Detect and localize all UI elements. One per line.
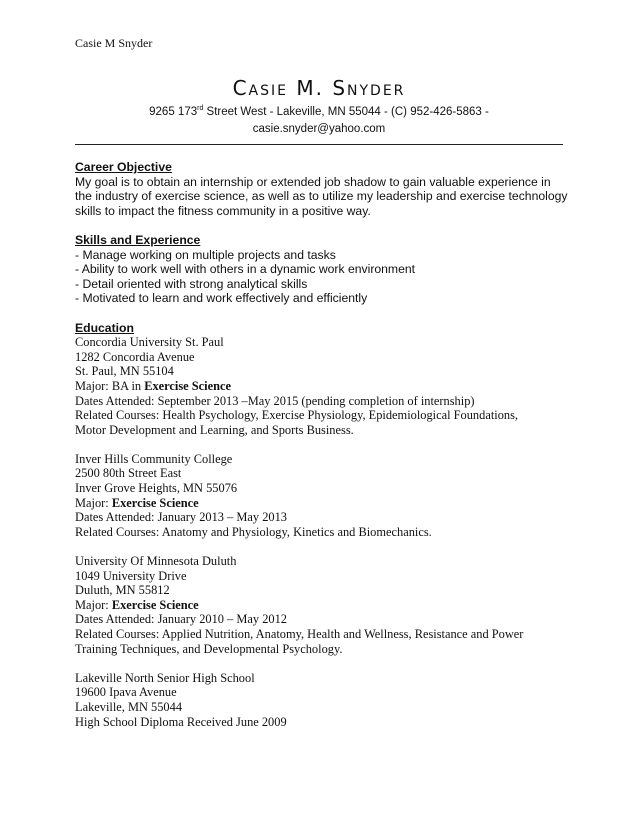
school-city: Lakeville, MN 55044 xyxy=(75,699,183,714)
school-courses: Related Courses: Applied Nutrition, Anatomy, Health and Wellness, Resistance and Power xyxy=(75,627,524,641)
school-entry xyxy=(75,335,565,437)
running-header: Casie M Snyder xyxy=(75,36,153,50)
skill-item: - Ability to work well with others in a dynamic work environment xyxy=(75,262,416,277)
major-prefix: Major: BA in xyxy=(75,378,145,393)
school-courses: Motor Development and Learning, and Sports Business. xyxy=(75,422,354,437)
school-address: 19600 Ipava Avenue xyxy=(75,685,177,700)
career-objective-section xyxy=(75,160,568,218)
school-dates: Dates Attended: January 2013 – May 2013 xyxy=(75,510,287,525)
school-city: Duluth, MN 55812 xyxy=(75,583,170,598)
skill-item: - Detail oriented with strong analytical skills xyxy=(75,276,308,291)
school-city: Inver Grove Heights, MN 55076 xyxy=(75,481,238,496)
education-heading: Education xyxy=(75,320,134,335)
header-divider xyxy=(75,144,563,145)
career-line: the industry of exercise science, as well as to utilize my leadership and exercise technology xyxy=(75,189,568,204)
diploma-line: High School Diploma Received June 2009 xyxy=(75,714,287,729)
school-dates: Dates Attended: September 2013 –May 2015 (pending completion of internship) xyxy=(75,393,475,408)
address-rest: Street West - Lakeville, MN 55044 - (C) 952-426-5863 - xyxy=(203,105,489,118)
contact-block xyxy=(0,100,638,138)
school-address: 1282 Concordia Avenue xyxy=(75,349,195,364)
school-city: St. Paul, MN 55104 xyxy=(75,364,174,379)
school-address: 1049 University Drive xyxy=(75,568,187,583)
school-courses: Training Techniques, and Developmental Psychology. xyxy=(75,641,343,656)
ordinal-suffix: rd xyxy=(197,105,204,112)
skills-section xyxy=(75,233,565,306)
skill-item: - Motivated to learn and work effectively and efficiently xyxy=(75,291,368,306)
school-name: Inver Hills Community College xyxy=(75,451,233,466)
contact-email: casie.snyder@yahoo.com xyxy=(252,122,386,135)
major-value: Exercise Science xyxy=(111,597,199,612)
school-entry xyxy=(75,452,565,540)
school-name: Lakeville North Senior High School xyxy=(75,670,255,685)
resume-body xyxy=(75,160,568,729)
school-major xyxy=(75,598,565,613)
school-major xyxy=(75,379,565,394)
contact-address-line xyxy=(0,100,638,121)
education-section xyxy=(75,321,565,730)
major-value: Exercise Science xyxy=(144,378,232,393)
school-name: Concordia University St. Paul xyxy=(75,335,224,350)
school-dates: Dates Attended: January 2010 – May 2012 xyxy=(75,612,287,627)
resume-name-title: Casie M. Snyder xyxy=(232,76,406,100)
school-courses: Related Courses: Anatomy and Physiology, Kinetics and Biomechanics. xyxy=(75,524,432,539)
school-courses: Related Courses: Health Psychology, Exercise Physiology, Epidemiological Foundations, xyxy=(75,408,519,423)
career-line: skills to impact the fitness community in a positive way. xyxy=(75,203,371,218)
skill-item: - Manage working on multiple projects and tasks xyxy=(75,247,336,262)
high-school-entry xyxy=(75,671,565,729)
school-address: 2500 80th Street East xyxy=(75,466,182,481)
career-objective-heading: Career Objective xyxy=(75,160,172,174)
major-value: Exercise Science xyxy=(111,495,199,510)
major-prefix: Major: xyxy=(75,495,112,510)
school-entry xyxy=(75,554,565,656)
school-name: University Of Minnesota Duluth xyxy=(75,554,237,569)
school-major xyxy=(75,496,565,511)
address-number: 9265 173 xyxy=(149,105,198,118)
skills-heading: Skills and Experience xyxy=(75,232,201,247)
career-line: My goal is to obtain an internship or extended job shadow to gain valuable experience in xyxy=(75,174,551,189)
major-prefix: Major: xyxy=(75,597,112,612)
